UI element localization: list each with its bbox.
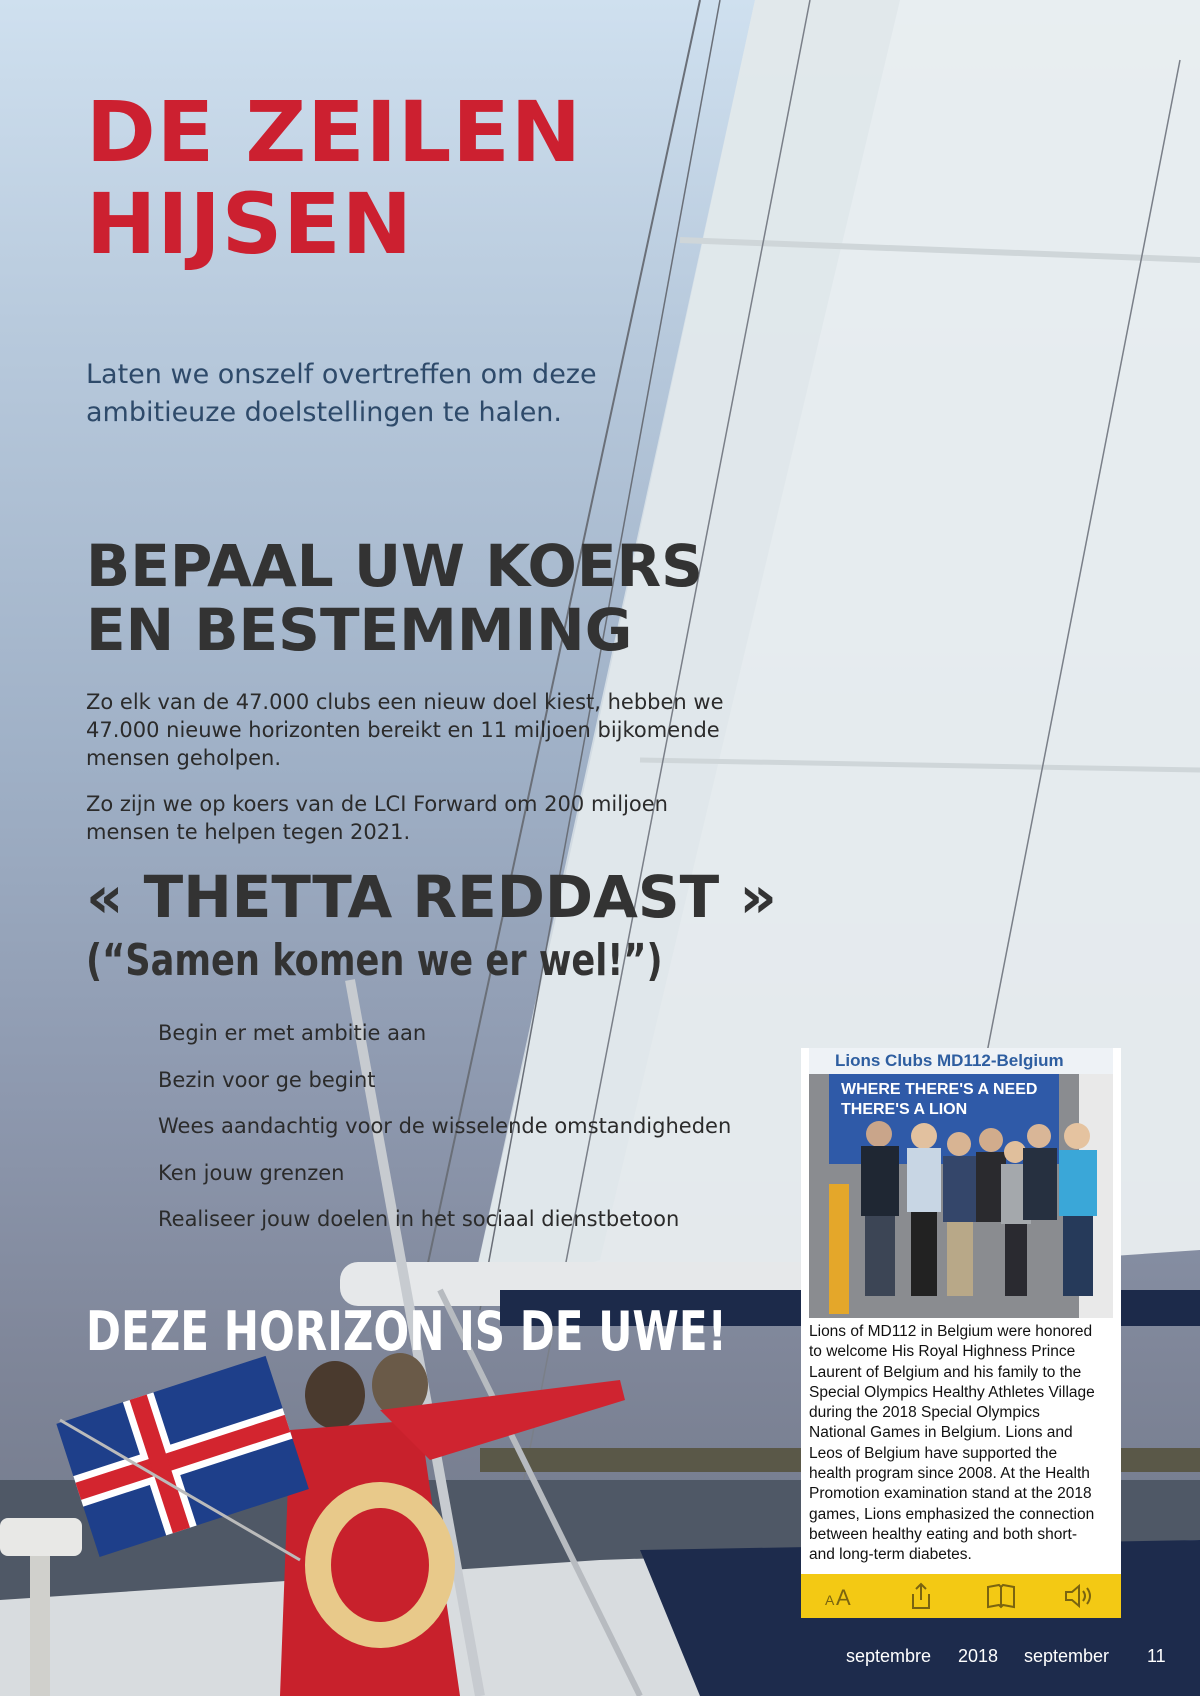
thetta-reddast-heading: « THETTA REDDAST » <box>86 863 777 931</box>
caption-line: between healthy eating and both short- <box>809 1525 1077 1543</box>
paragraph-line: Zo elk van de 47.000 clubs een nieuw doel kiest, hebben we <box>86 690 724 714</box>
intro-line-2: ambitieuze doelstellingen te halen. <box>86 397 563 428</box>
caption-line: Leos of Belgium have supported the <box>809 1444 1058 1462</box>
paragraph-line: Zo zijn we op koers van de LCI Forward om 200 miljoen <box>86 792 668 816</box>
banner-line-1: WHERE THERE'S A NEED <box>841 1081 1038 1098</box>
read-button[interactable] <box>981 1579 1021 1613</box>
paragraph-line: mensen te helpen tegen 2021. <box>86 820 411 844</box>
caption-line: Special Olympics Healthy Athletes Village <box>809 1383 1095 1401</box>
book-icon <box>986 1583 1016 1609</box>
caption-line: to welcome His Royal Highness Prince <box>809 1343 1076 1361</box>
news-card <box>801 1048 1121 1618</box>
audio-button[interactable] <box>1061 1579 1101 1613</box>
photo-header: Lions Clubs MD112-Belgium <box>809 1048 1113 1074</box>
horizon-heading: DEZE HORIZON IS DE UWE! <box>86 1300 727 1363</box>
list-item: Realiseer jouw doelen in het sociaal dienstbetoon <box>158 1207 680 1231</box>
caption-line: National Games in Belgium. Lions and <box>809 1424 1073 1442</box>
list-item: Bezin voor ge begint <box>158 1067 376 1092</box>
paragraph-clubs <box>86 688 776 772</box>
intro-line-1: Laten we onszelf overtreffen om deze <box>86 359 597 390</box>
samen-subheading: (“Samen komen we er wel!”) <box>86 935 663 986</box>
paragraph-line: 47.000 nieuwe horizonten bereikt en 11 miljoen bijkomende <box>86 718 720 742</box>
banner-line-2: THERE'S A LION <box>841 1101 968 1118</box>
section-heading-koers <box>86 534 703 662</box>
share-button[interactable] <box>901 1579 941 1613</box>
title-line-2: HIJSEN <box>86 175 413 273</box>
title-line-1: DE ZEILEN <box>86 83 583 181</box>
caption-line: health program since 2008. At the Health <box>809 1465 1090 1483</box>
share-icon <box>908 1582 934 1610</box>
page-number: 11 <box>1147 1646 1166 1666</box>
list-item: Ken jouw grenzen <box>158 1160 345 1185</box>
group-photo <box>809 1048 1113 1318</box>
intro-text <box>86 356 646 432</box>
page-title <box>86 83 583 273</box>
list-item: Begin er met ambitie aan <box>158 1021 427 1045</box>
footer-year: 2018 <box>958 1646 999 1666</box>
caption-line: and long-term diabetes. <box>809 1546 972 1564</box>
caption-line: during the 2018 Special Olympics <box>809 1404 1040 1422</box>
text-size-icon <box>824 1583 858 1609</box>
koers-line-1: BEPAAL UW KOERS <box>86 532 703 600</box>
photo-caption <box>809 1322 1119 1566</box>
caption-line: Promotion examination stand at the 2018 <box>809 1485 1092 1503</box>
koers-line-2: EN BESTEMMING <box>86 596 633 664</box>
list-item: Wees aandachtig voor de wisselende omstandigheden <box>158 1114 732 1138</box>
caption-line: games, Lions emphasized the connection <box>809 1505 1095 1523</box>
svg-text:A: A <box>825 1592 835 1608</box>
banner-text <box>841 1080 1037 1120</box>
footer-month-fr: septembre <box>846 1646 932 1666</box>
speaker-icon <box>1064 1583 1098 1609</box>
caption-line: Lions of MD112 in Belgium were honored <box>809 1323 1093 1340</box>
paragraph-lci-forward <box>86 790 776 846</box>
text-size-button[interactable] <box>821 1579 861 1613</box>
paragraph-line: mensen geholpen. <box>86 746 282 770</box>
svg-text:A: A <box>836 1585 851 1609</box>
caption-line: Laurent of Belgium and his family to the <box>809 1363 1082 1381</box>
advice-list <box>158 1016 731 1249</box>
footer-month-nl: september <box>1024 1646 1110 1666</box>
card-toolbar <box>801 1574 1121 1618</box>
